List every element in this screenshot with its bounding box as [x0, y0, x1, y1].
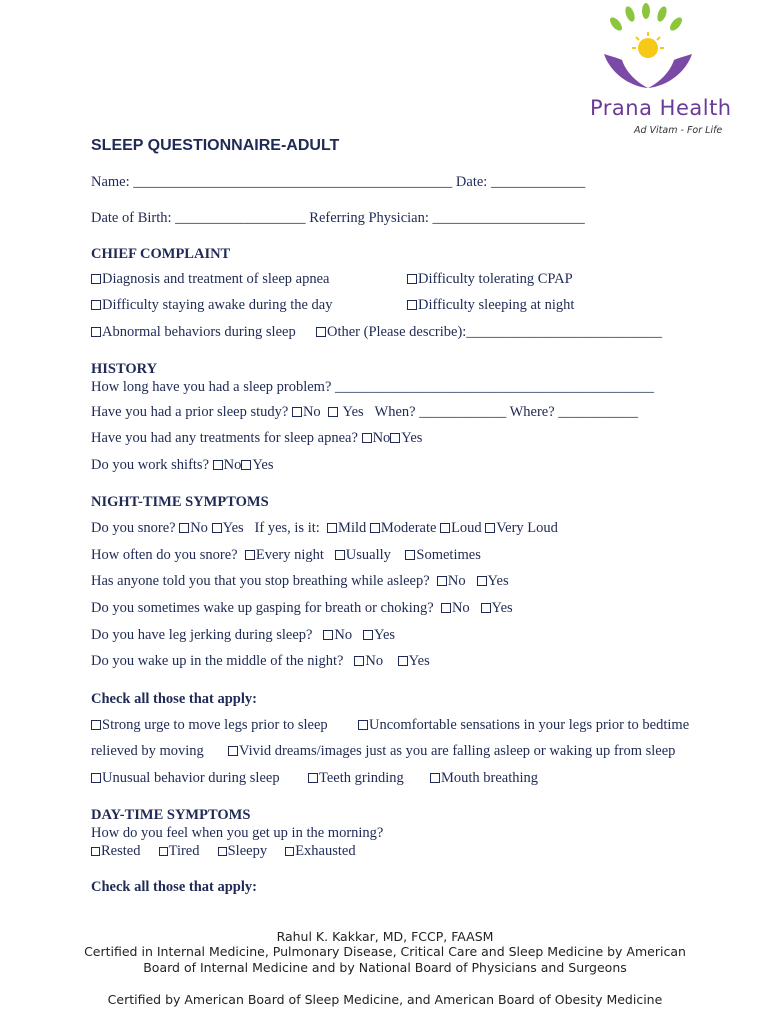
apply-mouth-breathing[interactable]: Mouth breathing — [430, 770, 538, 787]
wake-night-row: Do you wake up in the middle of the night? No Yes — [91, 653, 430, 669]
name-field[interactable]: ____________________________________________ — [133, 174, 453, 190]
checkbox[interactable] — [354, 656, 364, 666]
checkbox[interactable] — [316, 327, 326, 337]
day-options-row: Rested Tired Sleepy Exhausted — [91, 843, 356, 860]
history-q1: How long have you had a sleep problem? ____________________________________________ — [91, 379, 655, 395]
footer-certification-3: Certified by American Board of Sleep Medicine, and American Board of Obesity Medicine — [107, 992, 663, 1007]
checkbox[interactable] — [91, 720, 101, 730]
physician-label: Referring Physician: — [309, 210, 429, 226]
checkbox[interactable] — [327, 523, 337, 533]
physician-field[interactable]: _____________________ — [432, 210, 585, 226]
checkbox[interactable] — [91, 327, 101, 337]
apply-teeth-grinding[interactable]: Teeth grinding — [308, 770, 404, 787]
checkbox[interactable] — [390, 433, 400, 443]
checkbox[interactable] — [405, 550, 415, 560]
checkbox[interactable] — [285, 847, 294, 856]
leg-jerking-row: Do you have leg jerking during sleep? No Yes — [91, 627, 396, 643]
checkbox[interactable] — [218, 847, 227, 856]
checkbox[interactable] — [91, 847, 100, 856]
cc-sleeping-option[interactable]: Difficulty sleeping at night — [407, 297, 574, 314]
cc-apnea-option[interactable]: Diagnosis and treatment of sleep apnea — [91, 271, 330, 288]
footer-physician-name: Rahul K. Kakkar, MD, FCCP, FAASM — [276, 929, 494, 944]
footer-certification-2: Board of Internal Medicine and by National Board of Physicians and Surgeons — [143, 960, 627, 975]
name-field-row — [91, 174, 585, 191]
night-heading: NIGHT-TIME SYMPTOMS — [91, 494, 269, 510]
checkbox[interactable] — [481, 603, 491, 613]
prana-lotus-icon — [596, 2, 706, 94]
apply-uncomfortable[interactable]: Uncomfortable sensations in your legs prior to bedtime — [358, 717, 689, 734]
checkbox[interactable] — [398, 656, 408, 666]
checkbox[interactable] — [213, 460, 223, 470]
history-q4-row: Do you work shifts? No Yes — [91, 457, 274, 473]
apply-relieved-text: relieved by moving — [91, 743, 204, 759]
snore-row: Do you snore? No Yes If yes, is it: Mild Moderate Loud Very Loud — [91, 520, 558, 536]
checkbox[interactable] — [407, 274, 417, 284]
checkbox[interactable] — [91, 773, 101, 783]
checkbox[interactable] — [358, 720, 368, 730]
chief-complaint-heading: CHIEF COMPLAINT — [91, 246, 231, 262]
apply-heading-1: Check all those that apply: — [91, 691, 257, 707]
brand-name: Prana Health — [590, 96, 732, 120]
dob-label: Date of Birth: — [91, 210, 172, 226]
date-field[interactable]: _____________ — [490, 174, 586, 190]
cc-other-option[interactable]: Other (Please describe):___________________________ — [316, 324, 662, 341]
apply-unusual-behavior[interactable]: Unusual behavior during sleep — [91, 770, 280, 787]
checkbox[interactable] — [370, 523, 380, 533]
apply-strong-urge[interactable]: Strong urge to move legs prior to sleep — [91, 717, 328, 734]
dob-field-row — [91, 210, 585, 227]
day-heading: DAY-TIME SYMPTOMS — [91, 807, 251, 823]
checkbox[interactable] — [245, 550, 255, 560]
apply-heading-2: Check all those that apply: — [91, 879, 257, 895]
checkbox[interactable] — [407, 300, 417, 310]
logo — [596, 2, 706, 94]
checkbox[interactable] — [292, 407, 302, 417]
checkbox[interactable] — [159, 847, 168, 856]
checkbox[interactable] — [228, 746, 238, 756]
checkbox[interactable] — [328, 407, 338, 417]
checkbox[interactable] — [430, 773, 440, 783]
dob-field[interactable]: __________________ — [175, 210, 306, 226]
footer-certification-1: Certified in Internal Medicine, Pulmonary Disease, Critical Care and Sleep Medicine by American — [84, 944, 686, 959]
day-question: How do you feel when you get up in the morning? — [91, 825, 384, 841]
checkbox[interactable] — [335, 550, 345, 560]
apply-vivid-dreams[interactable]: Vivid dreams/images just as you are falling asleep or waking up from sleep — [228, 743, 675, 760]
stop-breathing-row: Has anyone told you that you stop breathing while asleep? No Yes — [91, 573, 509, 589]
history-q2-row: Have you had a prior sleep study? No Yes When? ____________ Where? ___________ — [91, 404, 639, 420]
checkbox[interactable] — [323, 630, 333, 640]
name-label: Name: — [91, 174, 130, 190]
checkbox[interactable] — [485, 523, 495, 533]
history-q3-row: Have you had any treatments for sleep apnea? No Yes — [91, 430, 423, 446]
brand-tagline: Ad Vitam - For Life — [634, 125, 723, 136]
checkbox[interactable] — [441, 603, 451, 613]
checkbox[interactable] — [91, 300, 101, 310]
checkbox[interactable] — [437, 576, 447, 586]
checkbox[interactable] — [212, 523, 222, 533]
checkbox[interactable] — [362, 433, 372, 443]
checkbox[interactable] — [363, 630, 373, 640]
checkbox[interactable] — [91, 274, 101, 284]
checkbox[interactable] — [179, 523, 189, 533]
snore-often-row: How often do you snore? Every night Usually Sometimes — [91, 547, 481, 563]
cc-awake-option[interactable]: Difficulty staying awake during the day — [91, 297, 332, 314]
checkbox[interactable] — [308, 773, 318, 783]
gasping-row: Do you sometimes wake up gasping for breath or choking? No Yes — [91, 600, 513, 616]
checkbox[interactable] — [440, 523, 450, 533]
history-heading: HISTORY — [91, 361, 158, 377]
checkbox[interactable] — [477, 576, 487, 586]
cc-cpap-option[interactable]: Difficulty tolerating CPAP — [407, 271, 573, 288]
page-title: SLEEP QUESTIONNAIRE-ADULT — [91, 137, 340, 154]
cc-behaviors-option[interactable]: Abnormal behaviors during sleep — [91, 324, 296, 341]
checkbox[interactable] — [241, 460, 251, 470]
date-label: Date: — [455, 174, 488, 190]
